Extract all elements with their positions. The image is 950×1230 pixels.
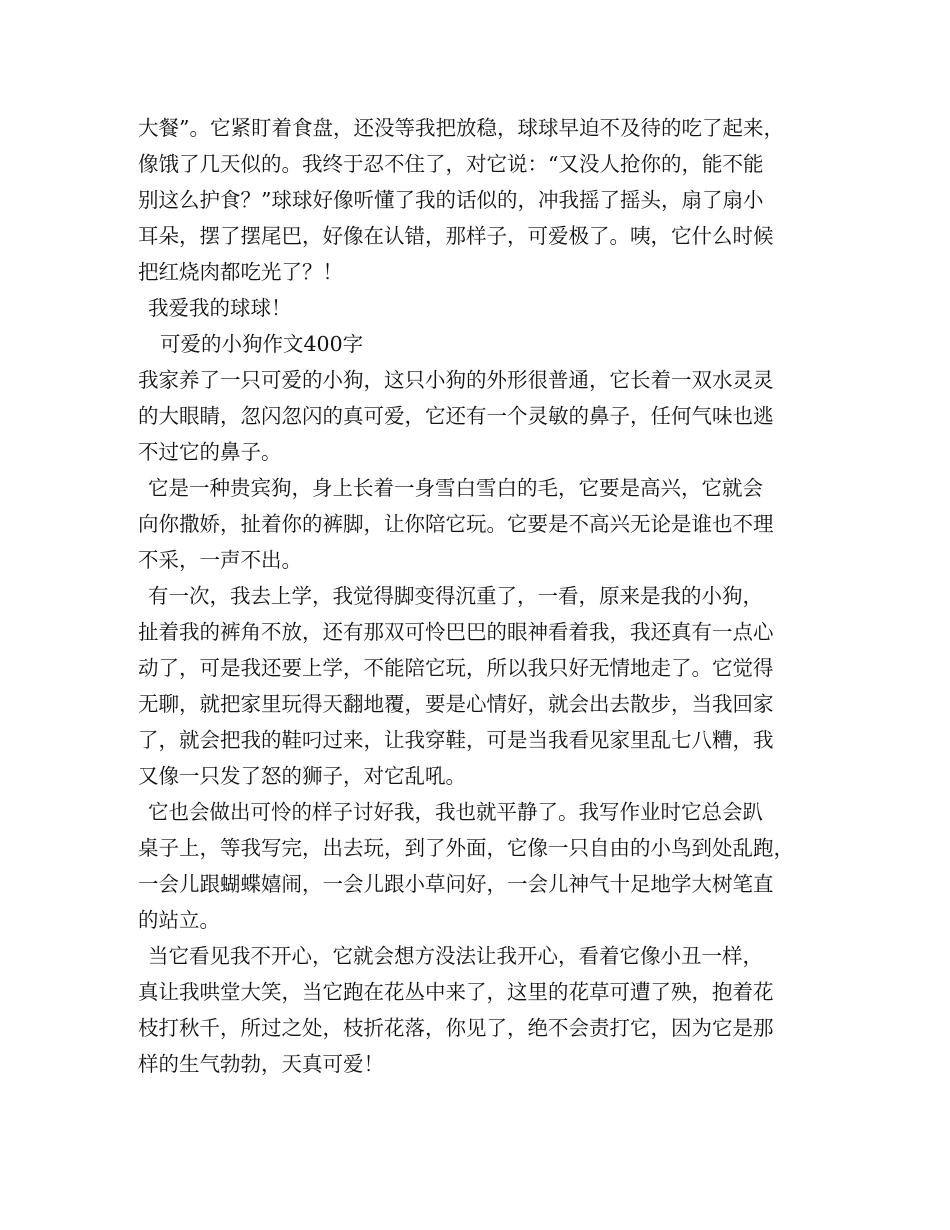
text-line: 向你撒娇，扯着你的裤脚，让你陪它玩。它要是不高兴无论是谁也不理 [138,512,774,536]
text-line: 真让我哄堂大笑，当它跑在花丛中来了，这里的花草可遭了殃，抱着花 [138,980,774,1004]
text-line: 扯着我的裤角不放，还有那双可怜巴巴的眼神看着我，我还真有一点心 [138,620,774,644]
text-line: 耳朵，摆了摆尾巴，好像在认错，那样子，可爱极了。咦，它什么时候 [138,224,774,248]
text-line: 当它看见我不开心，它就会想方没法让我开心，看着它像小丑一样， [148,944,763,968]
text-line: 大餐”。它紧盯着食盘，还没等我把放稳，球球早迫不及待的吃了起来， [138,116,784,140]
text-line: 它也会做出可怜的样子讨好我，我也就平静了。我写作业时它总会趴 [148,800,763,824]
text-line: 了，就会把我的鞋叼过来，让我穿鞋，可是当我看见家里乱七八糟，我 [138,728,774,752]
text-line: 我爱我的球球！ [148,296,292,320]
text-line: 有一次，我去上学，我觉得脚变得沉重了，一看，原来是我的小狗， [148,584,763,608]
text-line: 样的生气勃勃，天真可爱！ [138,1052,384,1076]
text-line: 的站立。 [138,908,220,932]
text-line: 它是一种贵宾狗，身上长着一身雪白雪白的毛，它要是高兴，它就会 [148,476,763,500]
text-line: 不过它的鼻子。 [138,440,282,464]
text-line: 像饿了几天似的。我终于忍不住了，对它说：“又没人抢你的，能不能 [138,152,764,176]
text-line: 我家养了一只可爱的小狗，这只小狗的外形很普通，它长着一双水灵灵 [138,368,774,392]
text-line: 动了，可是我还要上学，不能陪它玩，所以我只好无情地走了。它觉得 [138,656,774,680]
text-line: 把红烧肉都吃光了？！ [138,260,343,284]
text-line: 枝打秋千，所过之处，枝折花落，你见了，绝不会责打它，因为它是那 [138,1016,774,1040]
text-line: 桌子上，等我写完，出去玩，到了外面，它像一只自由的小鸟到处乱跑， [138,836,794,860]
document-body [138,110,828,1082]
essay-title: 可爱的小狗作文400字 [160,332,364,356]
text-line: 无聊，就把家里玩得天翻地覆，要是心情好，就会出去散步，当我回家 [138,692,774,716]
text-line: 别这么护食？”球球好像听懂了我的话似的，冲我摇了摇头，扇了扇小 [138,188,764,212]
text-line: 的大眼睛，忽闪忽闪的真可爱，它还有一个灵敏的鼻子，任何气味也逃 [138,404,774,428]
text-line: 不采，一声不出。 [138,548,302,572]
text-line: 一会儿跟蝴蝶嬉闹，一会儿跟小草问好，一会儿神气十足地学大树笔直 [138,872,774,896]
text-line: 又像一只发了怒的狮子，对它乱吼。 [138,764,466,788]
